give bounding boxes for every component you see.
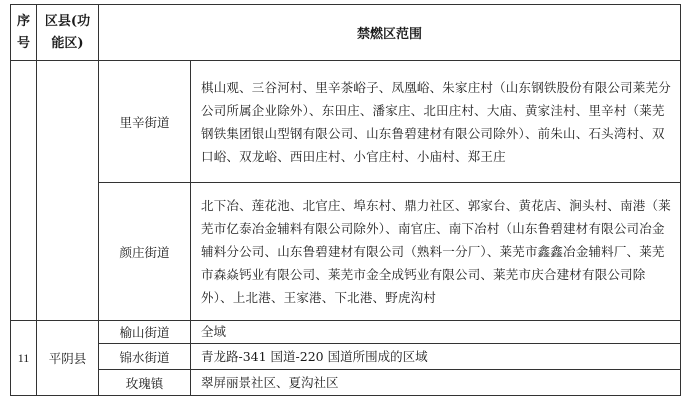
table-row — [11, 321, 681, 344]
header-scope: 禁燃区范围 — [99, 5, 681, 61]
subdistrict-cell: 颜庄街道 — [99, 183, 191, 321]
district-cell-empty — [37, 61, 99, 321]
number-cell: 11 — [11, 321, 37, 396]
prohibited-burning-zone-table — [10, 4, 681, 396]
table-row — [11, 344, 681, 370]
header-district-line2: 能区) — [51, 35, 84, 51]
header-number-line1: 序 — [16, 13, 30, 29]
subdistrict-cell: 里辛街道 — [99, 61, 191, 183]
scope-cell: 棋山观、三谷河村、里辛茶峪子、凤凰峪、朱家庄村（山东钢铁股份有限公司莱芜分公司所属企业除外）、东田庄、潘家庄、北田庄村、大庙、黄家洼村、里辛村（莱芜钢铁集团银山型钢有限公司、山东鲁碧建材有限公司除外）、前朱山、石头湾村、双口峪、双龙峪、西田庄村、小官庄村、小庙村、郑王庄 — [191, 61, 681, 183]
subdistrict-cell: 锦水街道 — [99, 344, 191, 370]
scope-cell: 翠屏丽景社区、夏沟社区 — [191, 370, 681, 396]
number-cell-empty — [11, 61, 37, 321]
scope-cell: 青龙路-341 国道-220 国道所围成的区域 — [191, 344, 681, 370]
county-cell: 平阴县 — [37, 321, 99, 396]
header-number — [11, 5, 37, 61]
table-row — [11, 183, 681, 321]
subdistrict-cell: 玫瑰镇 — [99, 370, 191, 396]
table-row — [11, 370, 681, 396]
header-district-line1: 区县(功 — [44, 13, 91, 29]
header-row — [11, 5, 681, 61]
header-district — [37, 5, 99, 61]
subdistrict-cell: 榆山街道 — [99, 321, 191, 344]
header-number-line2: 号 — [16, 35, 30, 51]
scope-cell: 北下冶、莲花池、北官庄、埠东村、鼎力社区、郭家台、黄花店、涧头村、南港（莱芜市亿泰冶金辅料有限公司除外）、南官庄、南下冶村（山东鲁碧建材有限公司冶金辅料分公司、山东鲁碧建材有限公司（熟料一分厂）、莱芜市鑫鑫冶金辅料厂、莱芜市森焱钙业有限公司、莱芜市金全成钙业有限公司、莱芜市庆合建材有限公司除外）、上北港、王家港、下北港、野虎沟村 — [191, 183, 681, 321]
scope-cell: 全域 — [191, 321, 681, 344]
table-row — [11, 61, 681, 183]
